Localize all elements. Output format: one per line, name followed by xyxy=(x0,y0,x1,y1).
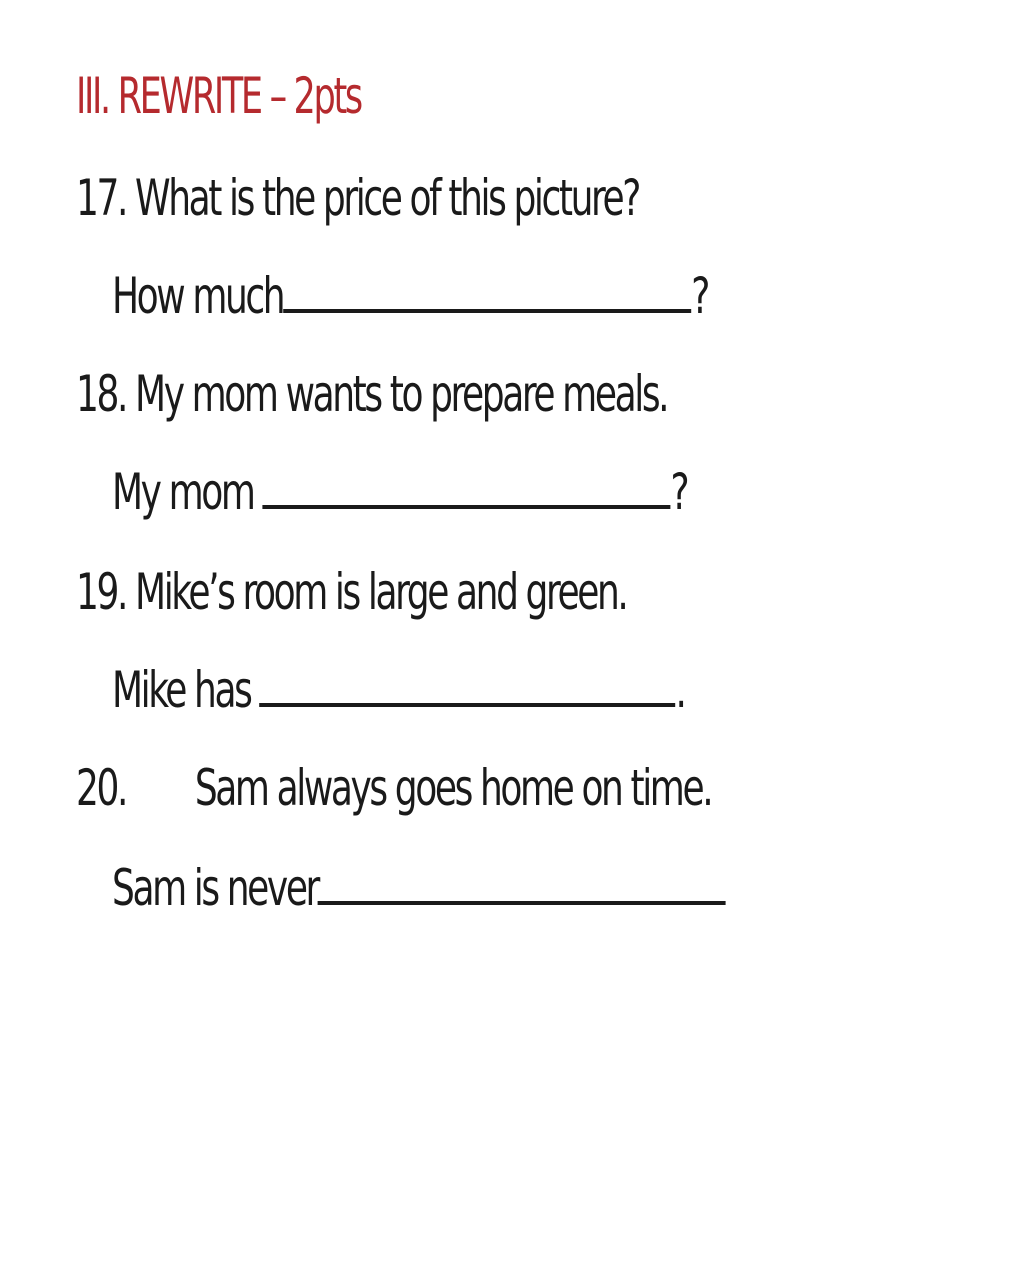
rewrite-prompt: Sam is never xyxy=(112,859,318,917)
rewrite-line-19 xyxy=(112,660,685,720)
rewrite-ending: ? xyxy=(691,267,708,325)
question-sentence: What is the price of this picture? xyxy=(135,169,639,227)
question-sentence: Sam always goes home on time. xyxy=(194,759,712,817)
rewrite-line-17 xyxy=(112,266,708,326)
rewrite-ending: ? xyxy=(670,463,688,521)
question-sentence: Mike’s room is large and green. xyxy=(135,563,627,621)
rewrite-prompt: Mike has xyxy=(112,661,251,719)
rewrite-line-20 xyxy=(112,858,726,918)
section-heading: III. REWRITE – 2pts xyxy=(76,67,361,125)
question-19 xyxy=(76,562,626,622)
answer-blank[interactable] xyxy=(318,861,726,905)
answer-blank[interactable] xyxy=(283,269,691,313)
answer-blank[interactable] xyxy=(260,663,676,707)
question-number: 18. xyxy=(76,365,127,423)
question-number: 20. xyxy=(76,759,127,817)
question-sentence: My mom wants to prepare meals. xyxy=(135,365,668,423)
question-20 xyxy=(76,758,711,818)
question-18 xyxy=(76,364,667,424)
question-number: 17. xyxy=(76,169,127,227)
rewrite-prompt: How much xyxy=(112,267,284,325)
rewrite-line-18 xyxy=(112,462,687,522)
question-17 xyxy=(76,168,639,228)
rewrite-ending: . xyxy=(675,661,685,719)
question-number: 19. xyxy=(76,563,127,621)
answer-blank[interactable] xyxy=(263,465,671,509)
rewrite-prompt: My mom xyxy=(112,463,254,521)
